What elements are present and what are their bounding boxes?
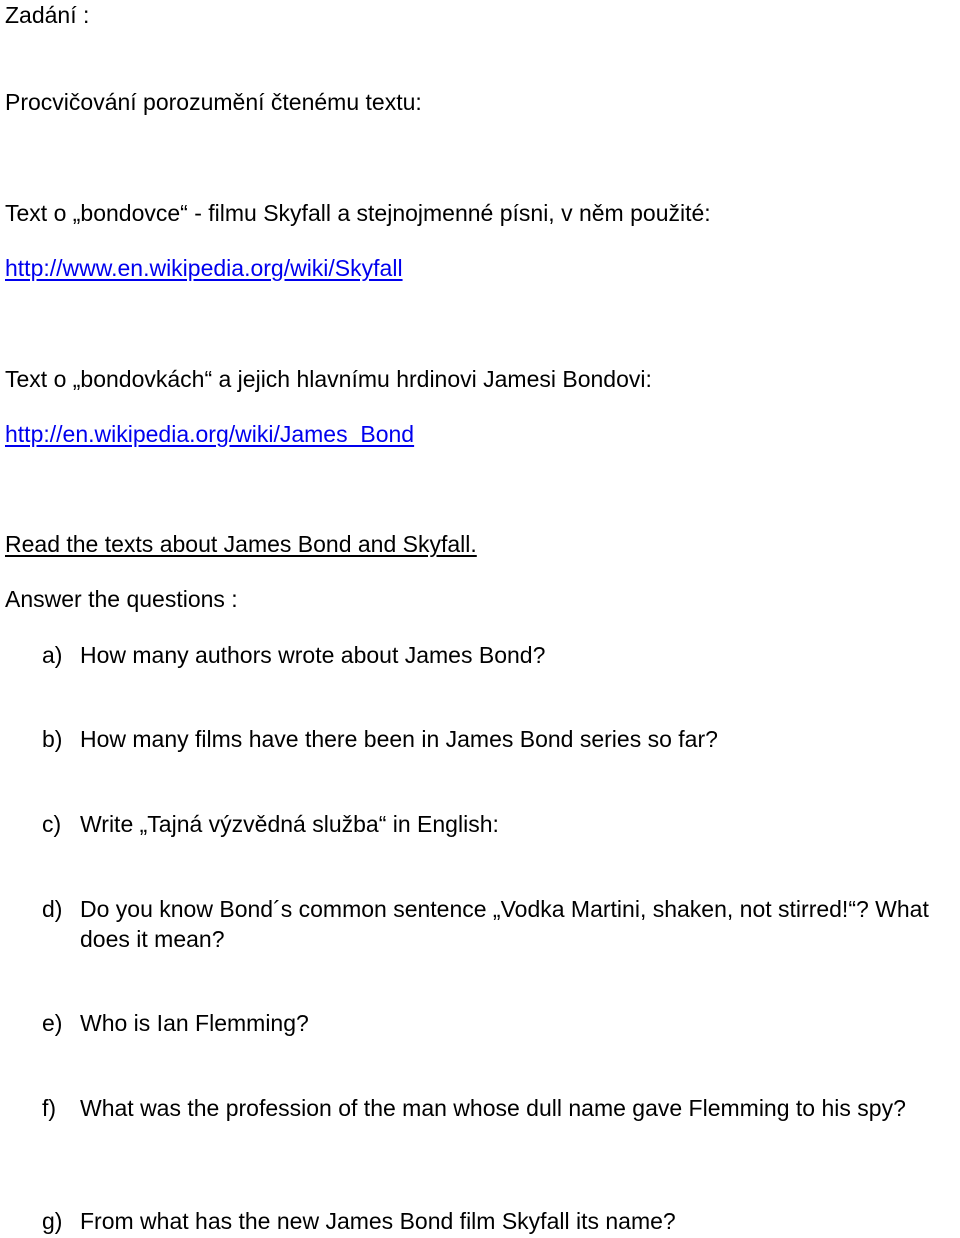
- question-text: Do you know Bond´s common sentence „Vodka Martini, shaken, not stirred!“? What does it mean?: [80, 896, 929, 952]
- question-letter: e): [42, 1010, 63, 1036]
- question-b: [42, 724, 958, 754]
- question-text: How many films have there been in James Bond series so far?: [80, 726, 718, 752]
- page-subtitle: Procvičování porozumění čtenému textu:: [5, 89, 422, 115]
- question-a: [42, 640, 958, 670]
- source-1-link[interactable]: http://www.en.wikipedia.org/wiki/Skyfall: [5, 255, 403, 281]
- question-text: Who is Ian Flemming?: [80, 1010, 309, 1036]
- question-letter: f): [42, 1095, 57, 1121]
- question-g: [42, 1206, 958, 1236]
- page-title: Zadání :: [5, 2, 90, 28]
- question-letter: b): [42, 726, 63, 752]
- question-text: Write „Tajná výzvědná služba“ in English:: [80, 811, 499, 837]
- source-2-link[interactable]: http://en.wikipedia.org/wiki/James_Bond: [5, 421, 415, 447]
- question-e: [42, 1008, 958, 1038]
- question-c: [42, 809, 958, 839]
- question-d: [42, 894, 958, 954]
- question-f: [42, 1093, 958, 1123]
- question-text: From what has the new James Bond film Skyfall its name?: [80, 1208, 676, 1234]
- question-text: How many authors wrote about James Bond?: [80, 642, 546, 668]
- question-letter: g): [42, 1208, 63, 1234]
- question-text: What was the profession of the man whose dull name gave Flemming to his spy?: [80, 1095, 906, 1121]
- source-2-text: Text o „bondovkách“ a jejich hlavnímu hrdinovi Jamesi Bondovi:: [5, 366, 652, 392]
- answer-instruction: Answer the questions :: [5, 586, 238, 612]
- question-letter: d): [42, 896, 63, 922]
- question-letter: c): [42, 811, 62, 837]
- read-instruction: Read the texts about James Bond and Skyfall.: [5, 531, 477, 557]
- question-letter: a): [42, 642, 63, 668]
- source-1-text: Text o „bondovce“ - filmu Skyfall a stejnojmenné písni, v něm použité:: [5, 200, 711, 226]
